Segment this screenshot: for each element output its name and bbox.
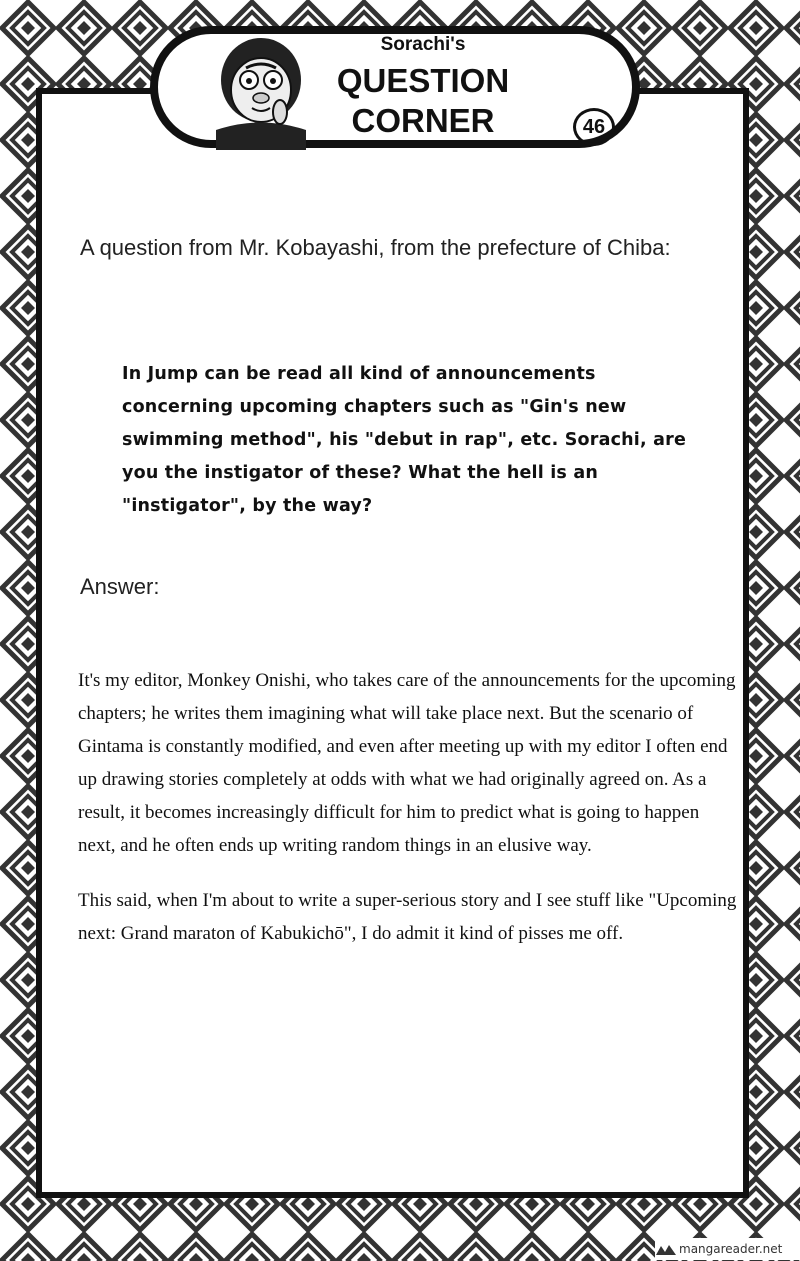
answer-paragraph-1: It's my editor, Monkey Onishi, who takes care of the announcements for the upcoming chapters; he writes them imagining what will take place next. But the scenario of Gintama is constantly modified, and even after meeting up with my editor I often end up drawing stories completely at odds with what we had originally agreed on. As a result, it becomes increasingly difficult for him to predict what is going to happen next, and he often ends up writing random things in an elusive way. (78, 670, 736, 856)
question-text: In Jump can be read all kind of announcements concerning upcoming chapters such as "Gin's new swimming method", his "debut in rap", etc. Sorachi, are you the instigator of these? What the hell is an "instigator", by the way? (122, 364, 687, 516)
watermark-logo-icon (655, 1243, 677, 1257)
answer-paragraph-2: This said, when I'm about to write a super-serious story and I see stuff like "Upcoming next: Grand maraton of Kabukichō", I do admit it kind of pisses me off. (78, 890, 737, 944)
answer-label: Answer: (80, 574, 160, 599)
watermark-text: mangareader.net (679, 1242, 783, 1256)
header-title-line1: QUESTION (336, 62, 510, 99)
answer-body (78, 664, 738, 972)
header-subtitle: Sorachi's (380, 34, 466, 55)
site-watermark (655, 1238, 800, 1260)
gorilla-mascot-icon (206, 30, 316, 150)
question-intro: A question from Mr. Kobayashi, from the prefecture of Chiba: (80, 235, 671, 260)
header-title-line2: CORNER (351, 102, 495, 139)
issue-number-badge: 46 (573, 108, 615, 146)
